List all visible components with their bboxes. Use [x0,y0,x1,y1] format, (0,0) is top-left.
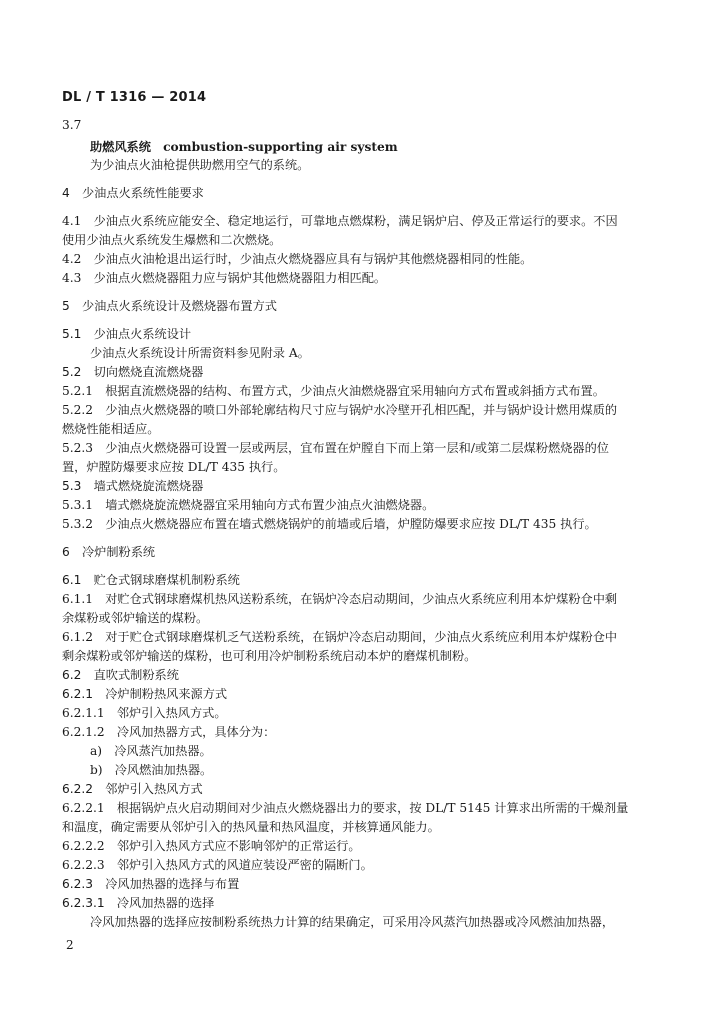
text-line-l01: 3.7 [62,118,82,132]
text-line-l29: 6.2.1.1 邻炉引入热风方式。 [62,706,227,720]
text-line-l15: 燃烧性能相适应。 [62,422,160,436]
text-line-l11: 少油点火系统设计所需资料参见附录 A。 [90,346,310,360]
text-line-l18: 5.3 墙式燃烧旋流燃烧器 [62,479,204,493]
text-line-l14: 5.2.2 少油点火燃烧器的喷口外部轮廓结构尺寸应与锅炉水冷壁开孔相匹配，并与锅炉设计燃用煤质的 [62,403,618,417]
text-line-l05: 4.1 少油点火系统应能安全、稳定地运行，可靠地点燃煤粉，满足锅炉启、停及正常运行的要求。不因 [62,214,618,228]
text-line-l04: 4 少油点火系统性能要求 [62,186,204,200]
text-line-l37: 6.2.2.3 邻炉引入热风方式的风道应装设严密的隔断门。 [62,858,373,872]
text-line-l28: 6.2.1 冷炉制粉热风来源方式 [62,687,228,701]
text-line-l21: 6 冷炉制粉系统 [62,545,156,559]
text-line-l33: 6.2.2 邻炉引入热风方式 [62,782,203,796]
text-line-l26: 剩余煤粉或邻炉输送的煤粉，也可利用冷炉制粉系统启动本炉的磨煤机制粉。 [62,649,477,663]
standard-code-header: DL / T 1316 — 2014 [62,90,207,105]
text-line-l40: 冷风加热器的选择应按制粉系统热力计算的结果确定，可采用冷风蒸汽加热器或冷风燃油加热器， [90,915,615,929]
text-line-l20: 5.3.2 少油点火燃烧器应布置在墙式燃烧锅炉的前墙或后墙，炉膛防爆要求应按 DL/T 435 执行。 [62,517,597,531]
text-line-l38: 6.2.3 冷风加热器的选择与布置 [62,877,240,891]
text-line-l06: 使用少油点火系统发生爆燃和二次燃烧。 [62,233,282,247]
text-line-l12: 5.2 切向燃烧直流燃烧器 [62,365,204,379]
text-line-l35: 和温度，确定需要从邻炉引入的热风量和热风温度，并核算通风能力。 [62,820,440,834]
text-line-l17: 置，炉膛防爆要求应按 DL/T 435 执行。 [62,460,286,474]
page-number: 2 [66,938,74,952]
text-line-l34: 6.2.2.1 根据锅炉点火启动期间对少油点火燃烧器出力的要求，按 DL/T 5145 计算求出所需的干燥剂量 [62,801,629,815]
text-line-l24: 余煤粉或邻炉输送的煤粉。 [62,611,209,625]
text-line-l09: 5 少油点火系统设计及燃烧器布置方式 [62,299,277,313]
text-line-l30: 6.2.1.2 冷风加热器方式，具体分为： [62,725,276,739]
text-line-l36: 6.2.2.2 邻炉引入热风方式应不影响邻炉的正常运行。 [62,839,361,853]
text-line-l27: 6.2 直吹式制粉系统 [62,668,179,682]
text-line-l32: b) 冷风燃油加热器。 [90,763,213,777]
text-line-l10: 5.1 少油点火系统设计 [62,327,192,341]
text-line-l19: 5.3.1 墙式燃烧旋流燃烧器宜采用轴向方式布置少油点火油燃烧器。 [62,498,435,512]
text-line-l03: 为少油点火油枪提供助燃用空气的系统。 [90,158,310,172]
text-line-l08: 4.3 少油点火燃烧器阻力应与锅炉其他燃烧器阻力相匹配。 [62,271,387,285]
text-line-l02: 助燃风系统 combustion-supporting air system [90,140,398,154]
text-line-l07: 4.2 少油点火油枪退出运行时，少油点火燃烧器应具有与锅炉其他燃烧器相同的性能。 [62,252,533,266]
text-line-l22: 6.1 贮仓式钢球磨煤机制粉系统 [62,573,240,587]
text-line-l13: 5.2.1 根据直流燃烧器的结构、布置方式，少油点火油燃烧器宜采用轴向方式布置或斜插方式布置。 [62,384,605,398]
text-line-l31: a) 冷风蒸汽加热器。 [90,744,212,758]
text-line-l16: 5.2.3 少油点火燃烧器可设置一层或两层，宜布置在炉膛自下而上第一层和/或第二层煤粉燃烧器的位 [62,441,609,455]
text-line-l39: 6.2.3.1 冷风加热器的选择 [62,896,215,910]
text-line-l23: 6.1.1 对贮仓式钢球磨煤机热风送粉系统，在锅炉冷态启动期间，少油点火系统应利用本炉煤粉仓中剩 [62,592,618,606]
text-line-l25: 6.1.2 对于贮仓式钢球磨煤机乏气送粉系统，在锅炉冷态启动期间，少油点火系统应利用本炉煤粉仓中 [62,630,618,644]
